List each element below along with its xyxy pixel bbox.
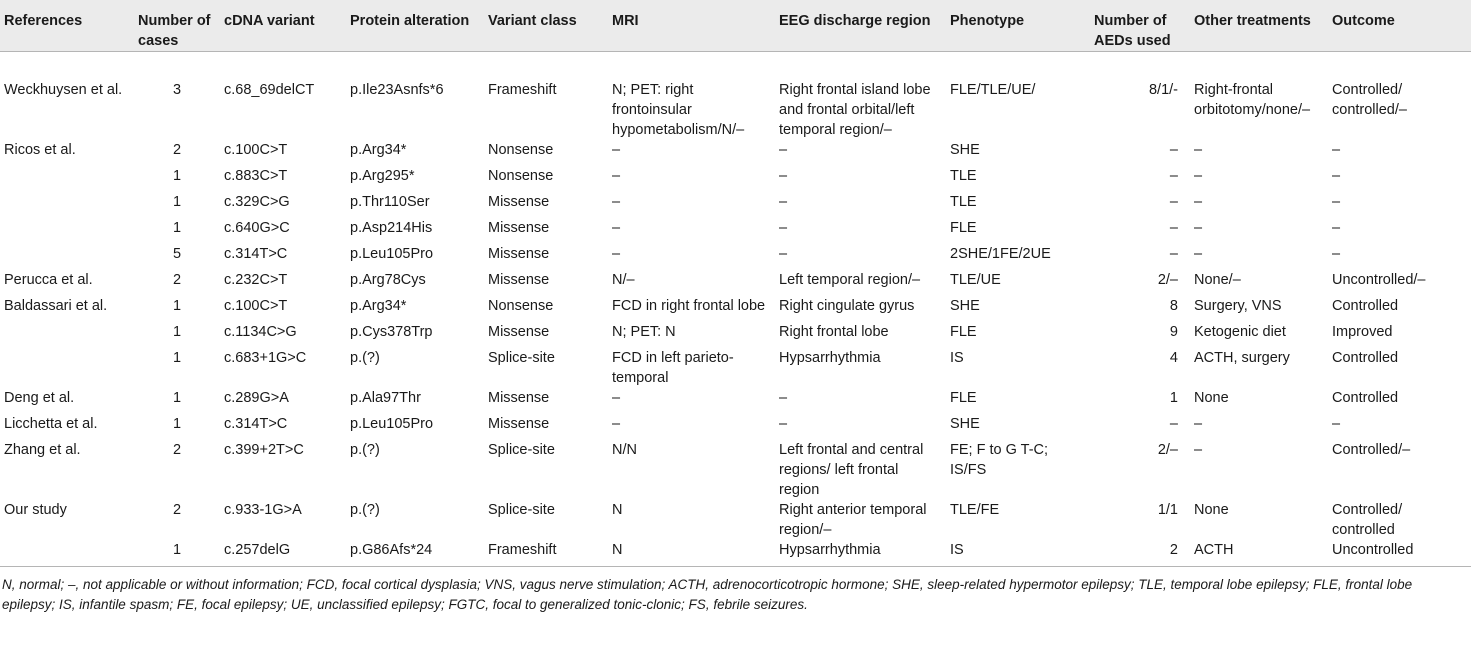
- table-row: [0, 270, 1471, 296]
- cell-cdna-variant: c.100C>T: [224, 142, 288, 158]
- table-row: [0, 244, 1471, 270]
- cell-phenotype: TLE/FE: [950, 502, 1000, 518]
- table-row: [0, 218, 1471, 244]
- cell-eeg-region: –: [779, 142, 788, 158]
- table-row: [0, 414, 1471, 440]
- cell-number-of-aeds: 1: [1169, 390, 1178, 406]
- cell-other-treatments: None: [1194, 390, 1229, 406]
- cell-mri: –: [612, 194, 621, 210]
- cell-other-treatments: –: [1194, 416, 1203, 432]
- cell-reference: Licchetta et al.: [4, 416, 98, 432]
- header-other-treatments: Other treatments: [1190, 0, 1328, 52]
- cell-mri: N: [612, 542, 623, 558]
- cell-reference: [0, 192, 134, 218]
- cell-eeg-region: –: [779, 220, 788, 236]
- cell-variant-class: Missense: [488, 220, 550, 236]
- cell-phenotype: 2SHE/1FE/2UE: [950, 246, 1051, 262]
- cell-mri: N/–: [612, 272, 635, 288]
- cell-outcome: Controlled/ controlled/–: [1332, 82, 1407, 118]
- header-row: [0, 0, 1471, 52]
- cell-number-of-cases: 1: [172, 324, 182, 340]
- cell-other-treatments: –: [1194, 142, 1203, 158]
- header-eeg-discharge-region: EEG discharge region: [775, 0, 946, 52]
- cell-number-of-aeds: 1/1: [1157, 502, 1178, 518]
- cell-protein-alteration: p.Thr110Ser: [350, 194, 430, 210]
- cell-cdna-variant: c.314T>C: [224, 246, 288, 262]
- cell-phenotype: TLE: [950, 194, 977, 210]
- cell-eeg-region: Left frontal and central regions/ left frontal region: [779, 442, 924, 498]
- cell-variant-class: Missense: [488, 272, 550, 288]
- cell-number-of-aeds: –: [1169, 168, 1178, 184]
- cell-variant-class: Missense: [488, 324, 550, 340]
- cell-number-of-aeds: 8: [1169, 298, 1178, 314]
- cell-variant-class: Frameshift: [488, 542, 557, 558]
- cell-other-treatments: Right-frontal orbitotomy/none/–: [1194, 82, 1311, 118]
- cell-number-of-aeds: 4: [1169, 350, 1178, 366]
- cell-protein-alteration: p.Arg295*: [350, 168, 415, 184]
- cell-cdna-variant: c.933-1G>A: [224, 502, 302, 518]
- cell-number-of-aeds: 2/–: [1157, 272, 1178, 288]
- table-row: [0, 322, 1471, 348]
- cell-other-treatments: –: [1194, 246, 1203, 262]
- cell-outcome: Controlled: [1332, 350, 1399, 366]
- cell-number-of-aeds: –: [1169, 220, 1178, 236]
- cell-protein-alteration: p.Arg34*: [350, 298, 407, 314]
- cell-outcome: –: [1332, 168, 1341, 184]
- cell-protein-alteration: p.(?): [350, 350, 380, 366]
- table-row: [0, 192, 1471, 218]
- cell-eeg-region: Right cingulate gyrus: [779, 298, 915, 314]
- cell-phenotype: TLE/UE: [950, 272, 1001, 288]
- table-row: [0, 388, 1471, 414]
- cell-outcome: –: [1332, 416, 1341, 432]
- cell-reference: [0, 166, 134, 192]
- cell-outcome: Controlled: [1332, 298, 1399, 314]
- cell-other-treatments: Surgery, VNS: [1194, 298, 1282, 314]
- cell-phenotype: IS: [950, 542, 964, 558]
- cell-number-of-cases: 1: [172, 194, 182, 210]
- cell-eeg-region: Hypsarrhythmia: [779, 542, 881, 558]
- cell-variant-class: Nonsense: [488, 168, 554, 184]
- cell-outcome: –: [1332, 194, 1341, 210]
- cell-reference: [0, 244, 134, 270]
- cell-mri: N; PET: N: [612, 324, 676, 340]
- cell-eeg-region: Right frontal lobe: [779, 324, 889, 340]
- cell-phenotype: IS: [950, 350, 964, 366]
- cell-number-of-aeds: –: [1169, 142, 1178, 158]
- cell-number-of-cases: 1: [172, 542, 182, 558]
- cell-other-treatments: None: [1194, 502, 1229, 518]
- cell-number-of-cases: 1: [172, 390, 182, 406]
- table-row: [0, 140, 1471, 166]
- cell-phenotype: FLE/TLE/UE/: [950, 82, 1036, 98]
- cell-reference: Our study: [4, 502, 67, 518]
- cell-number-of-cases: 1: [172, 168, 182, 184]
- cell-protein-alteration: p.Arg34*: [350, 142, 407, 158]
- cell-cdna-variant: c.68_69delCT: [224, 82, 315, 98]
- cell-cdna-variant: c.329C>G: [224, 194, 290, 210]
- cell-other-treatments: None/–: [1194, 272, 1241, 288]
- cell-mri: –: [612, 220, 621, 236]
- cell-number-of-cases: 3: [172, 82, 182, 98]
- table-body: [0, 52, 1471, 567]
- cell-mri: N; PET: right frontoinsular hypometabolism/N/–: [612, 82, 745, 138]
- header-references: References: [0, 0, 134, 52]
- cell-variant-class: Splice-site: [488, 502, 555, 518]
- cell-number-of-cases: 1: [172, 298, 182, 314]
- cell-variant-class: Nonsense: [488, 298, 554, 314]
- table-row: [0, 166, 1471, 192]
- cell-reference: Baldassari et al.: [4, 298, 108, 314]
- cell-protein-alteration: p.Leu105Pro: [350, 246, 434, 262]
- table-row: [0, 500, 1471, 540]
- cell-cdna-variant: c.1134C>G: [224, 324, 297, 340]
- cell-phenotype: FE; F to G T-C; IS/FS: [950, 442, 1049, 478]
- cell-other-treatments: –: [1194, 194, 1203, 210]
- cell-protein-alteration: p.G86Afs*24: [350, 542, 433, 558]
- cell-phenotype: FLE: [950, 324, 977, 340]
- cell-reference: Perucca et al.: [4, 272, 93, 288]
- cell-cdna-variant: c.100C>T: [224, 298, 288, 314]
- cell-protein-alteration: p.Ala97Thr: [350, 390, 421, 406]
- cell-other-treatments: –: [1194, 168, 1203, 184]
- header-phenotype: Phenotype: [946, 0, 1090, 52]
- cell-cdna-variant: c.232C>T: [224, 272, 288, 288]
- cell-other-treatments: –: [1194, 442, 1203, 458]
- cell-cdna-variant: c.399+2T>C: [224, 442, 304, 458]
- cell-protein-alteration: p.Arg78Cys: [350, 272, 426, 288]
- header-number-of-aeds: Number of AEDs used: [1090, 0, 1190, 52]
- table-footnote: N, normal; –, not applicable or without information; FCD, focal cortical dysplasia; VNS, vagus nerve stimulation; ACTH, adrenocorticotropic hormone; SHE, sleep-related hypermotor epilepsy; TLE, temporal lobe epilepsy; FLE, frontal lobe epilepsy; IS, infantile spasm; FE, focal epilepsy; UE, unclassified epilepsy; FGTC, focal to generalized tonic-clonic; FS, febrile seizures.: [0, 566, 1471, 615]
- cell-cdna-variant: c.289G>A: [224, 390, 289, 406]
- cell-reference: [0, 348, 134, 388]
- cell-number-of-aeds: 2: [1169, 542, 1178, 558]
- cell-mri: –: [612, 390, 621, 406]
- cell-protein-alteration: p.(?): [350, 442, 380, 458]
- cell-outcome: Controlled: [1332, 390, 1399, 406]
- header-number-of-cases: Number of cases: [134, 0, 220, 52]
- cell-outcome: –: [1332, 142, 1341, 158]
- cell-eeg-region: –: [779, 194, 788, 210]
- cell-number-of-cases: 2: [172, 442, 182, 458]
- cell-eeg-region: –: [779, 246, 788, 262]
- cell-variant-class: Splice-site: [488, 350, 555, 366]
- cell-reference: Deng et al.: [4, 390, 75, 406]
- table-row: [0, 440, 1471, 500]
- cell-protein-alteration: p.(?): [350, 502, 380, 518]
- cell-phenotype: SHE: [950, 298, 980, 314]
- cell-eeg-region: –: [779, 168, 788, 184]
- cell-outcome: Controlled/ controlled: [1332, 502, 1403, 538]
- cell-variant-class: Splice-site: [488, 442, 555, 458]
- cell-mri: FCD in right frontal lobe: [612, 298, 766, 314]
- header-outcome: Outcome: [1328, 0, 1471, 52]
- cell-number-of-cases: 5: [172, 246, 182, 262]
- cell-phenotype: SHE: [950, 416, 980, 432]
- cell-mri: N/N: [612, 442, 637, 458]
- cell-number-of-aeds: 8/1/-: [1148, 82, 1178, 98]
- cell-number-of-cases: 2: [172, 502, 182, 518]
- cell-phenotype: FLE: [950, 220, 977, 236]
- cell-eeg-region: –: [779, 390, 788, 406]
- cell-outcome: –: [1332, 220, 1341, 236]
- cell-variant-class: Missense: [488, 194, 550, 210]
- cell-eeg-region: –: [779, 416, 788, 432]
- cell-reference: Zhang et al.: [4, 442, 81, 458]
- cell-outcome: Uncontrolled/–: [1332, 272, 1426, 288]
- cell-cdna-variant: c.257delG: [224, 542, 291, 558]
- cell-other-treatments: –: [1194, 220, 1203, 236]
- cell-reference: [0, 218, 134, 244]
- cell-cdna-variant: c.683+1G>C: [224, 350, 307, 366]
- cell-number-of-cases: 1: [172, 416, 182, 432]
- cell-mri: –: [612, 416, 621, 432]
- cell-number-of-cases: 2: [172, 142, 182, 158]
- cell-variant-class: Frameshift: [488, 82, 557, 98]
- cell-eeg-region: Left temporal region/–: [779, 272, 921, 288]
- cell-number-of-aeds: –: [1169, 194, 1178, 210]
- table-row: [0, 540, 1471, 566]
- cell-outcome: –: [1332, 246, 1341, 262]
- cell-eeg-region: Right frontal island lobe and frontal orbital/left temporal region/–: [779, 82, 931, 138]
- header-protein-alteration: Protein alteration: [346, 0, 484, 52]
- cell-reference: [0, 540, 134, 566]
- cell-mri: N: [612, 502, 623, 518]
- cell-other-treatments: Ketogenic diet: [1194, 324, 1286, 340]
- cell-reference: Weckhuysen et al.: [4, 82, 123, 98]
- table-row: [0, 52, 1471, 141]
- table-row: [0, 296, 1471, 322]
- cell-variant-class: Nonsense: [488, 142, 554, 158]
- cell-number-of-cases: 1: [172, 350, 182, 366]
- cell-phenotype: FLE: [950, 390, 977, 406]
- cell-other-treatments: ACTH: [1194, 542, 1234, 558]
- cell-protein-alteration: p.Cys378Trp: [350, 324, 433, 340]
- cell-other-treatments: ACTH, surgery: [1194, 350, 1290, 366]
- cell-variant-class: Missense: [488, 416, 550, 432]
- cell-mri: –: [612, 246, 621, 262]
- cell-variant-class: Missense: [488, 246, 550, 262]
- cell-protein-alteration: p.Asp214His: [350, 220, 433, 236]
- cell-phenotype: SHE: [950, 142, 980, 158]
- cell-outcome: Improved: [1332, 324, 1393, 340]
- cell-mri: –: [612, 168, 621, 184]
- table-row: [0, 348, 1471, 388]
- cell-number-of-aeds: 2/–: [1157, 442, 1178, 458]
- cell-number-of-aeds: 9: [1169, 324, 1178, 340]
- cell-reference: Ricos et al.: [4, 142, 76, 158]
- cell-mri: FCD in left parieto-temporal: [612, 350, 734, 386]
- cell-eeg-region: Hypsarrhythmia: [779, 350, 881, 366]
- cell-protein-alteration: p.Leu105Pro: [350, 416, 434, 432]
- header-mri: MRI: [608, 0, 775, 52]
- cell-phenotype: TLE: [950, 168, 977, 184]
- cell-outcome: Controlled/–: [1332, 442, 1411, 458]
- cell-cdna-variant: c.314T>C: [224, 416, 288, 432]
- cell-outcome: Uncontrolled: [1332, 542, 1414, 558]
- header-cdna-variant: cDNA variant: [220, 0, 346, 52]
- cell-reference: [0, 322, 134, 348]
- cell-cdna-variant: c.883C>T: [224, 168, 288, 184]
- cell-number-of-cases: 1: [172, 220, 182, 236]
- header-variant-class: Variant class: [484, 0, 608, 52]
- cell-variant-class: Missense: [488, 390, 550, 406]
- cell-mri: –: [612, 142, 621, 158]
- cell-eeg-region: Right anterior temporal region/–: [779, 502, 927, 538]
- cell-cdna-variant: c.640G>C: [224, 220, 290, 236]
- cell-protein-alteration: p.Ile23Asnfs*6: [350, 82, 444, 98]
- cell-number-of-cases: 2: [172, 272, 182, 288]
- cell-number-of-aeds: –: [1169, 416, 1178, 432]
- cell-number-of-aeds: –: [1169, 246, 1178, 262]
